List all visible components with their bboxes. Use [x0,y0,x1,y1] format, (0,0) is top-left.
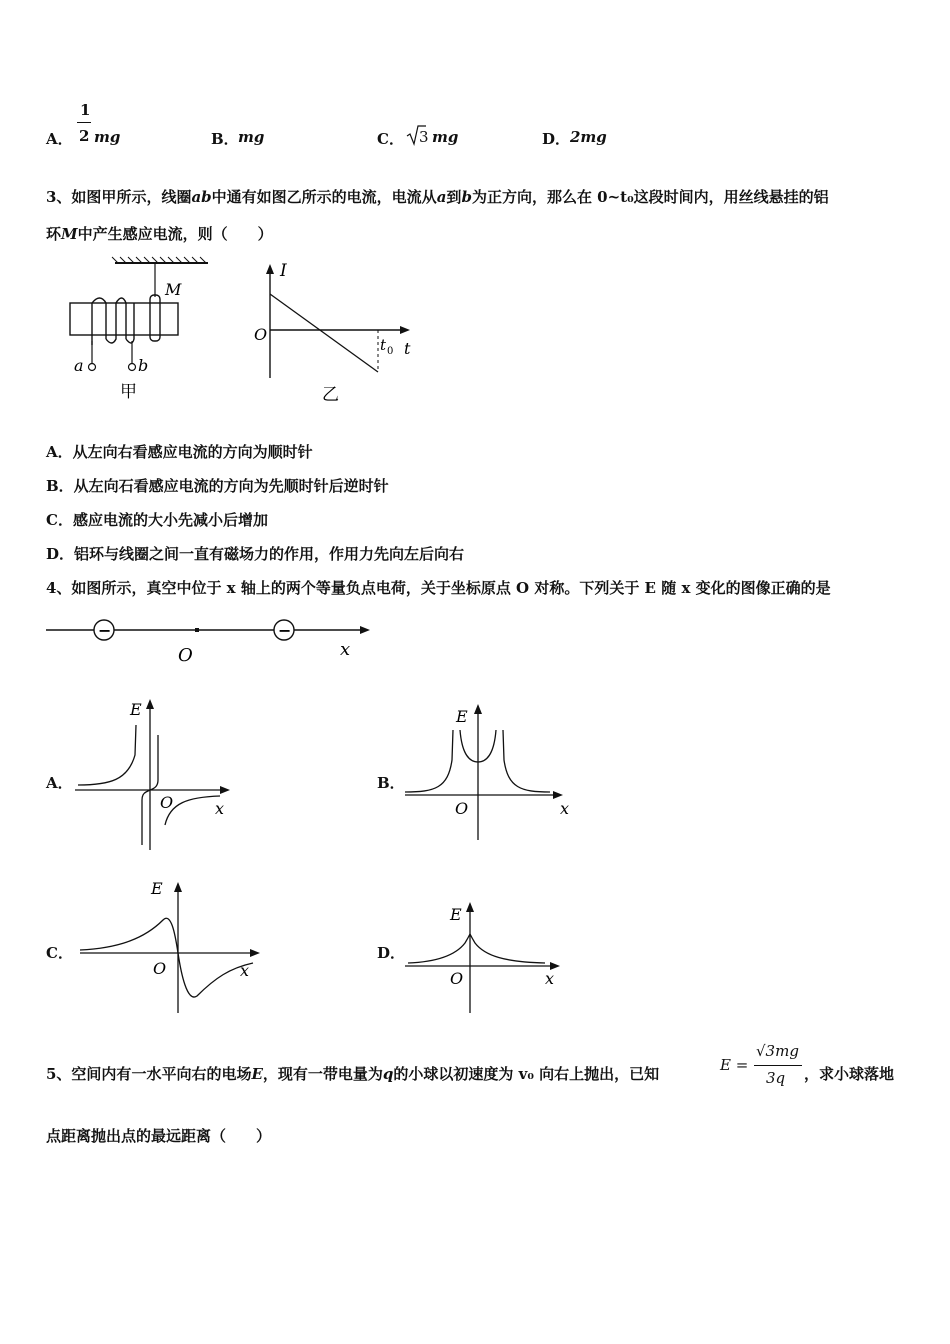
q2-option-a-unit: mg [94,128,121,146]
label-x: x [560,799,570,818]
q4-graph-b [400,700,580,850]
q5-text: ，现有一带电量为 [262,1065,383,1083]
q3-option-d[interactable]: D．铝环与线圈之间一直有磁场力的作用，作用力先向左后向右 [46,545,465,563]
label-t0: t [380,336,387,354]
label-x: x [340,639,351,660]
figure-jia-coil [60,255,230,405]
q3-option-a[interactable]: A．从左向右看感应电流的方向为顺时针 [46,443,313,461]
label-I: I [280,261,287,281]
q5-formula-lhs: E = [720,1056,749,1074]
label-M: M [165,280,182,299]
label-E: E [130,700,142,719]
negative-charge-right: − [278,621,292,640]
label-E: E [456,707,468,726]
label-E: E [450,905,462,924]
q3-text: 环 [46,225,62,243]
q4-graph-c [75,878,275,1018]
q2-option-c-unit: mg [432,128,459,146]
q2-option-d-text: 2mg [570,128,607,146]
negative-charge-left: − [98,621,112,640]
q4-stem: 4、如图所示，真空中位于 x 轴上的两个等量负点电荷，关于坐标原点 O 对称。下列关于 E 随 x 变化的图像正确的是 [46,579,831,597]
q3-stem-line2 [46,224,273,244]
label-O: O [153,959,167,978]
q4-graph-d [400,898,580,1018]
label-O: O [160,793,174,812]
label-x: x [215,799,225,818]
q3-option-b[interactable]: B．从左向石看感应电流的方向为先顺时针后逆时针 [46,477,389,495]
caption-yi: 乙 [322,385,339,405]
q5-var-E: E [251,1065,263,1083]
figure-yi-current-graph [250,258,420,408]
q2-option-a-label: A． [46,130,73,148]
q3-var-a: a [436,188,447,206]
q2-option-a-numerator: 1 [80,101,91,119]
figure-charge-axis [46,615,376,665]
q3-var-ab: ab [191,188,212,206]
fraction-bar [77,122,91,123]
q5-formula-denominator: 3q [766,1069,786,1087]
label-O: O [450,969,464,988]
q3-text: 3、如图甲所示，线圈 [46,188,192,206]
q4-option-d-label[interactable]: D． [377,944,406,962]
label-O: O [455,799,469,818]
label-O: O [254,325,268,344]
q4-option-c-label[interactable]: C． [46,944,73,962]
q5-var-q: q [382,1065,394,1083]
q5-stem-line1-left [46,1064,659,1084]
label-x: x [240,961,250,980]
q5-stem-line2: 点距离抛出点的最远距离（ ） [46,1127,272,1145]
q5-formula-numerator: √3mg [756,1042,799,1060]
label-O: O [178,645,193,666]
q3-option-c[interactable]: C．感应电流的大小先减小后增加 [46,511,268,529]
q2-option-a-denominator: 2 [79,127,90,145]
label-t: t [404,339,411,358]
label-E: E [151,879,163,898]
q2-option-c-label: C． [377,130,404,148]
q4-option-b-label[interactable]: B． [377,774,405,792]
q2-option-b-text: mg [238,128,265,146]
q3-var-M: M [61,225,78,243]
q2-option-d-label: D． [542,130,571,148]
label-b: b [138,356,149,375]
q5-stem-line1-right: ，求小球落地 [804,1065,895,1083]
q4-graph-a [70,695,240,855]
q2-option-b-label: B． [211,130,239,148]
fraction-bar [754,1065,802,1066]
q3-var-b: b [461,188,472,206]
q5-text: 5、空间内有一水平向右的电场 [46,1065,252,1083]
q3-text: 到 [446,188,462,206]
q3-stem-line1 [46,187,829,207]
q3-text: 中通有如图乙所示的电流，电流从 [211,188,437,206]
caption-jia: 甲 [120,382,137,402]
label-x: x [545,969,555,988]
q2-option-c-root: 3 [419,128,429,146]
q5-text: 的小球以初速度为 v₀ 向右上抛出，已知 [393,1065,660,1083]
label-a: a [74,356,84,375]
q3-text: 为正方向，那么在 0~t₀这段时间内，用丝线悬挂的铝 [471,188,829,206]
label-t0-subscript: 0 [387,346,394,357]
q4-option-a-label[interactable]: A． [46,774,73,792]
q3-text: 中产生感应电流，则（ ） [77,225,273,243]
